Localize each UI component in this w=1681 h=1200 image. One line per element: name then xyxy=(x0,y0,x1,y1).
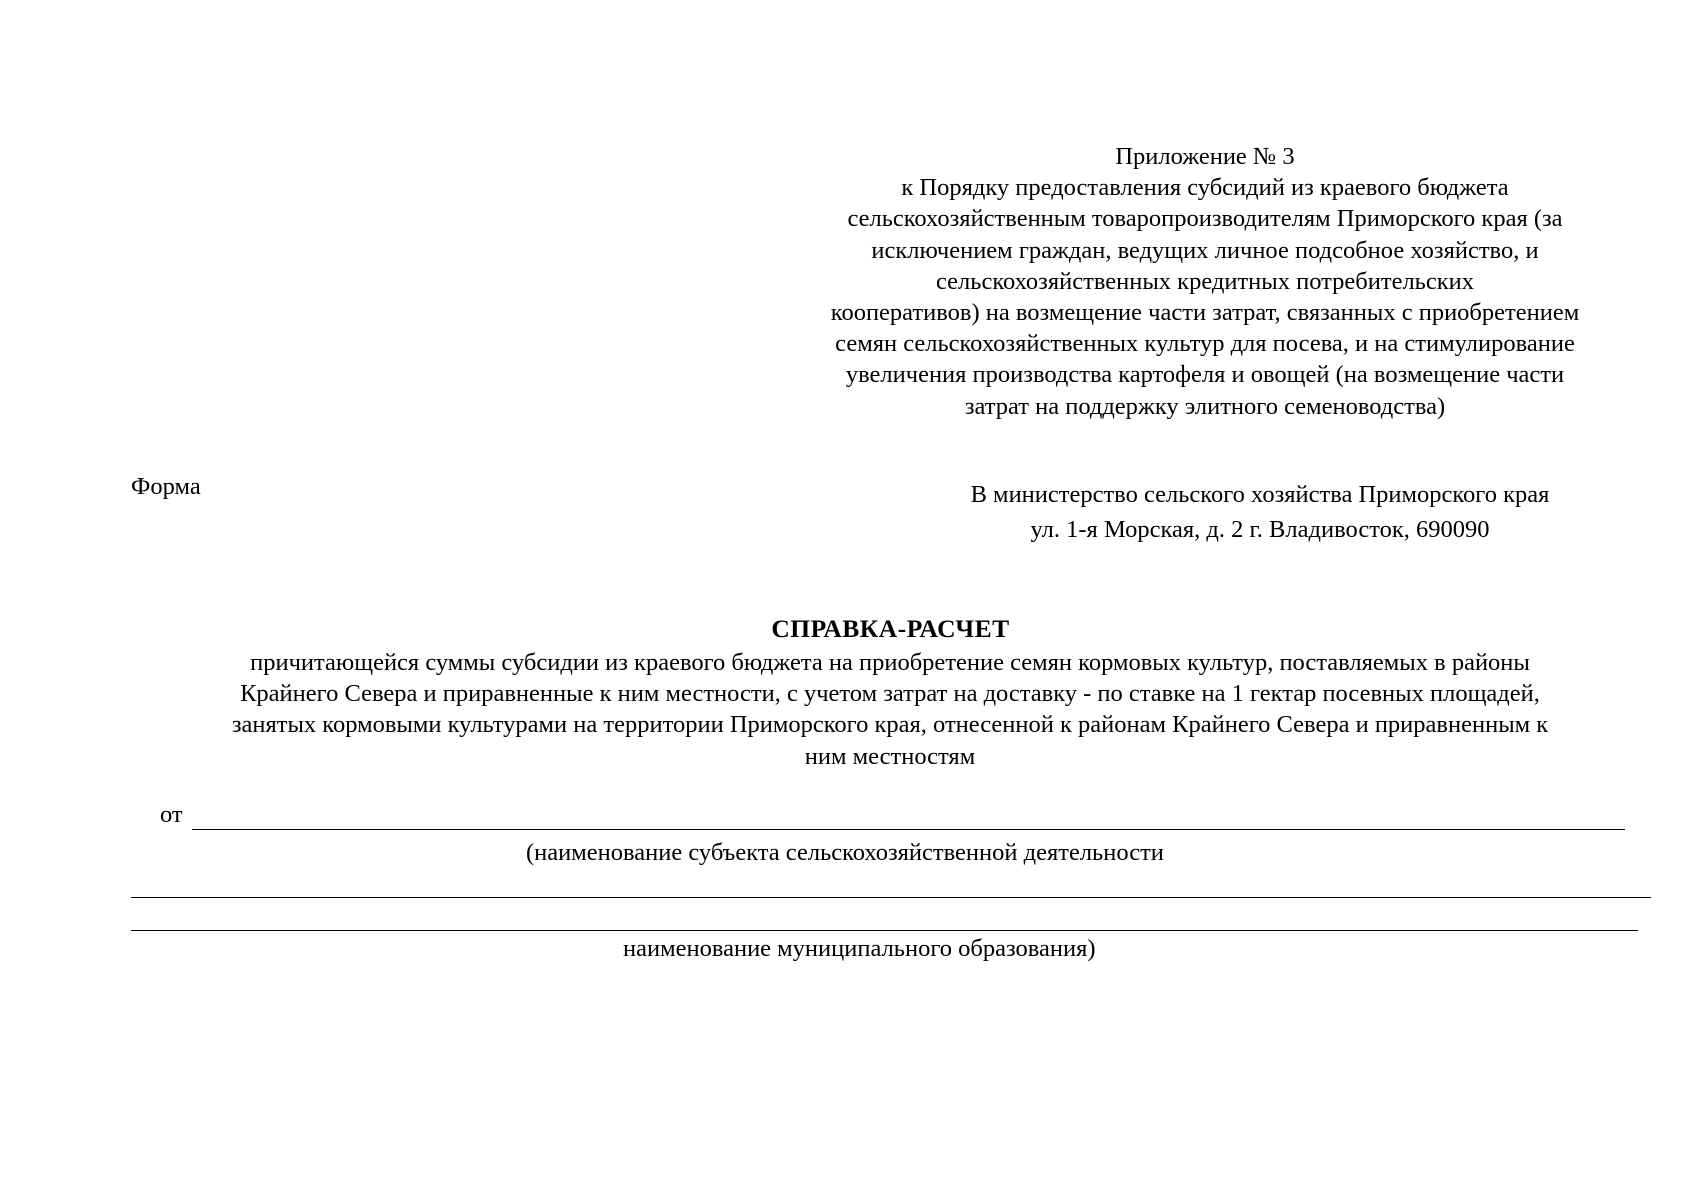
description-line: ним местностям xyxy=(804,742,976,770)
appendix-line: к Порядку предоставления субсидий из краевого бюджета xyxy=(901,174,1509,202)
from-label: от xyxy=(160,801,183,828)
recipient-ministry: В министерство сельского хозяйства Приморского края xyxy=(970,481,1550,508)
subject-name-hint: (наименование субъекта сельскохозяйственной деятельности xyxy=(526,839,1164,866)
description-line: причитающейся суммы субсидии из краевого бюджета на приобретение семян кормовых культур, поставляемых в районы xyxy=(250,649,1530,676)
appendix-line: увеличения производства картофеля и овощей (на возмещение части xyxy=(845,361,1565,389)
subject-name-field[interactable] xyxy=(192,829,1625,830)
form-label: Форма xyxy=(131,473,201,500)
appendix-line: затрат на поддержку элитного семеноводства) xyxy=(964,392,1446,420)
appendix-line: сельскохозяйственных кредитных потребительских xyxy=(936,267,1474,295)
document-title: СПРАВКА-РАСЧЕТ xyxy=(771,614,1010,643)
municipality-name-hint: наименование муниципального образования) xyxy=(623,935,1096,962)
appendix-line: исключением граждан, ведущих личное подсобное хозяйство, и xyxy=(871,236,1539,264)
recipient-address xyxy=(900,479,1620,545)
appendix-line: кооперативов) на возмещение части затрат, связанных с приобретением xyxy=(830,299,1580,327)
document-description xyxy=(120,647,1660,772)
appendix-line: Приложение № 3 xyxy=(1115,143,1295,170)
description-line: Крайнего Севера и приравненные к ним местности, с учетом затрат на доставку - по ставке на 1 гектар посевных площадей, xyxy=(240,680,1540,708)
appendix-line: семян сельскохозяйственных культур для посева, и на стимулирование xyxy=(835,330,1575,358)
recipient-street: ул. 1-я Морская, д. 2 г. Владивосток, 690090 xyxy=(1030,516,1490,543)
appendix-line: сельскохозяйственным товаропроизводителям Приморского края (за xyxy=(847,205,1563,233)
subject-name-field-continuation[interactable] xyxy=(131,897,1651,898)
municipality-name-field[interactable] xyxy=(131,930,1638,931)
description-line: занятых кормовыми культурами на территории Приморского края, отнесенной к районам Крайнего Севера и приравненным к xyxy=(231,711,1549,739)
appendix-header xyxy=(770,141,1640,422)
